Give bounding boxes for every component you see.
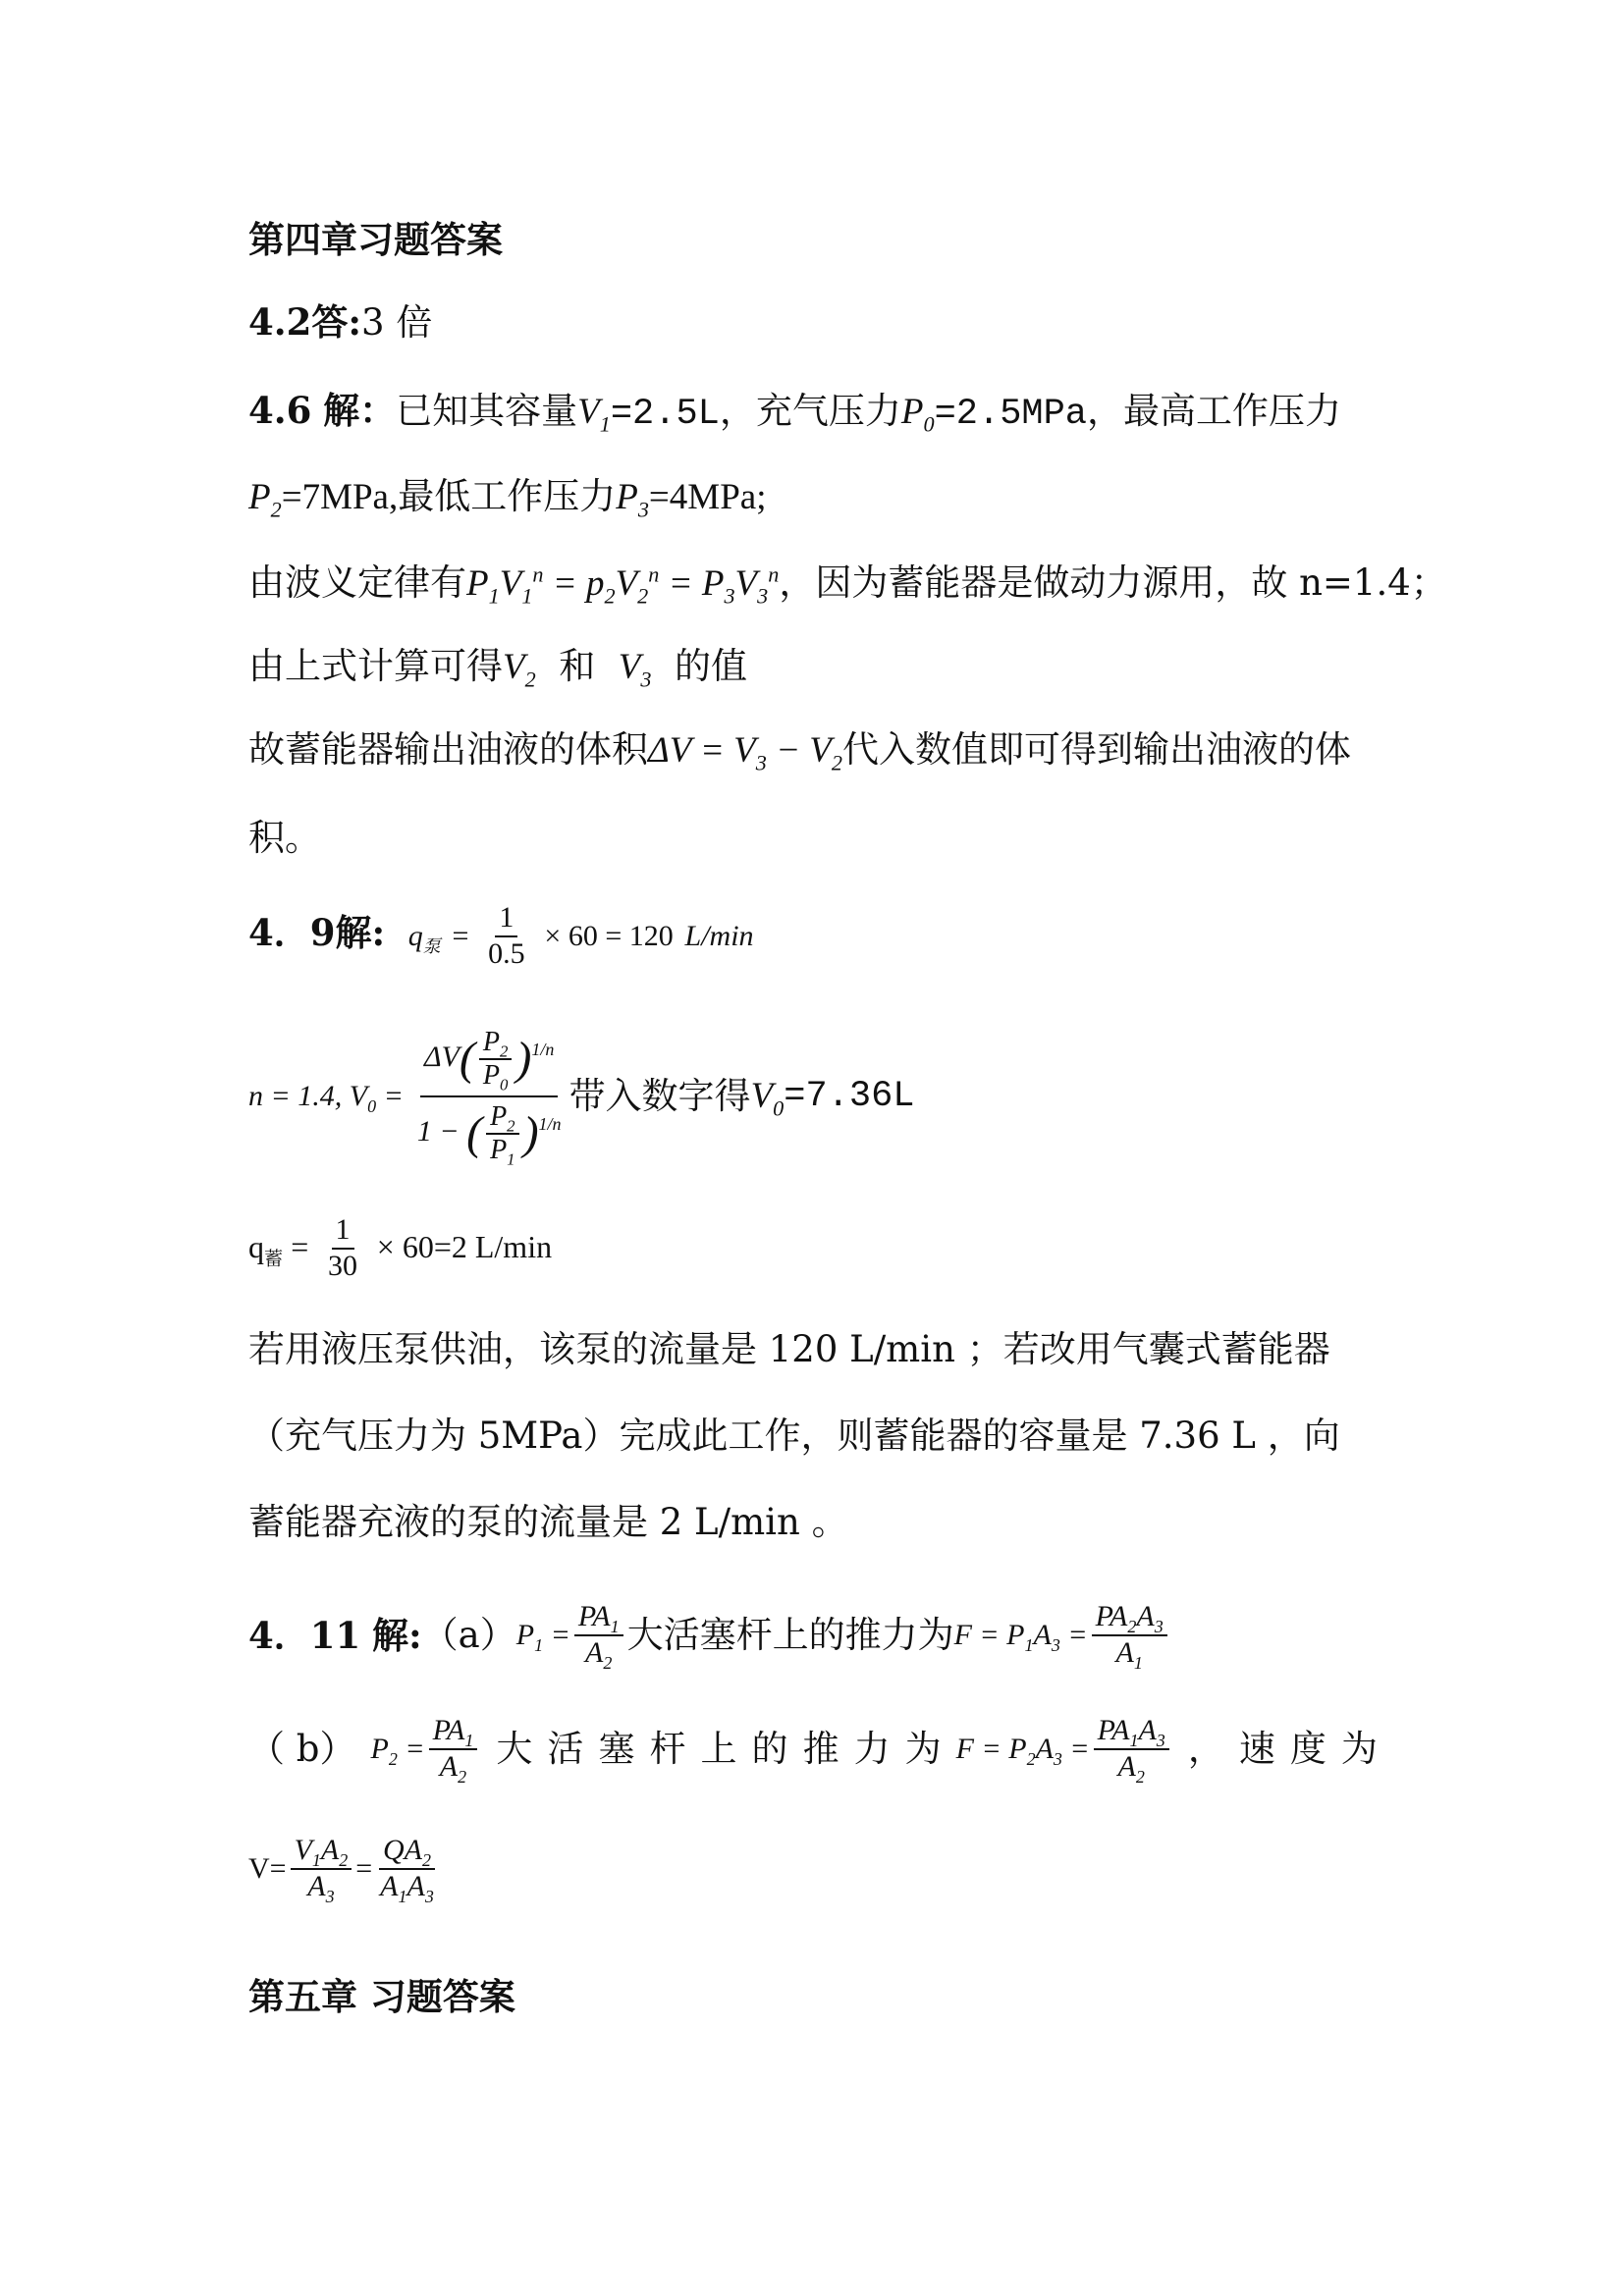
char: 度 <box>1289 1727 1326 1770</box>
answer-number: 4.2 <box>248 300 312 344</box>
char: 为 <box>904 1727 942 1770</box>
answer-4-9-para-1: 若用液压泵供油，该泵的流量是 120 L/min ；若改用气囊式蓄能器 <box>248 1328 1330 1370</box>
math-text: × 60 = 120 <box>544 920 674 952</box>
math-unit: L/min <box>684 920 754 952</box>
answer-text: 3 倍 <box>361 301 433 344</box>
chapter-5-title: 第五章 习题答案 <box>248 1975 515 2018</box>
text: 和 <box>559 645 596 687</box>
math-p0: $P_0$ <box>900 392 935 437</box>
answer-4-9-q-accumulator: $q_蓄$ = $\frac{1}{30}$ × 60=2 L/min <box>248 1213 553 1282</box>
text: 由上式计算可得 <box>248 645 503 687</box>
math-p2: $P_2$ <box>248 477 282 522</box>
answer-4-6-line-2 <box>248 475 767 522</box>
fraction-pa1a3-over-a2: $\frac{PA_1A_3}{A_2}$ <box>1094 1714 1169 1784</box>
label-b: （ b） <box>248 1727 356 1770</box>
value: =7.36L <box>784 1076 915 1117</box>
answer-4-9-line-1: 4．9解: $q_泵$ = $\frac{1}{0.5}$ × 60 = 120 L/min <box>248 901 754 970</box>
label-a: （a） <box>421 1613 516 1656</box>
answer-4-2 <box>248 300 432 345</box>
math-boyle-law: $P_1V_1^n = p_2V_2^n = P_3V_3^n$ <box>466 561 780 609</box>
value: =4MPa; <box>648 477 767 517</box>
answer-4-11-velocity: V= $\frac{V_1A_2}{A_3}$ = $\frac{QA_2}{A_1A_3}$ <box>248 1834 442 1903</box>
value: =7MPa, <box>281 477 399 517</box>
answer-4-6-line-3 <box>248 561 1447 609</box>
math-v1: $V_1$ <box>577 392 611 437</box>
text: 已知其容量 <box>396 390 578 432</box>
text: 由波义定律有 <box>248 561 466 604</box>
char: 推 <box>802 1727 839 1770</box>
answer-4-9-para-2: （充气压力为 5MPa）完成此工作，则蓄能器的容量是 7.36 L ，向 <box>248 1415 1340 1457</box>
text: 代入数值即可得到输出油液的体 <box>841 728 1351 771</box>
answer-4-6-line-6: 积。 <box>248 817 321 859</box>
char: 活 <box>547 1727 584 1770</box>
char: 的 <box>751 1727 788 1770</box>
char: 为 <box>1340 1727 1378 1770</box>
text: 带入数字得 <box>568 1075 751 1117</box>
fraction-pa2a3-over-a1: $\frac{PA_2A_3}{A_1}$ <box>1092 1600 1167 1670</box>
fraction-v0: ΔV( $\frac{P_2}{P_0}$ )$^{1/n}$ 1 − ( $\frac{P_2}{P_1}$ )$^{1/n}$ <box>416 1026 562 1169</box>
math-v0: $V_0$ <box>750 1076 785 1121</box>
char: 杆 <box>649 1727 686 1770</box>
math-text: × 60=2 L/min <box>376 1229 553 1264</box>
answer-4-11-line-a: 4．11 解: （a） $P_1$ = $\frac{PA_1}{A_2}$ 大活塞杆上的推力为 $F = P_1A_3$ = $\frac{PA_2A_3}{A_1}$ <box>248 1600 1171 1670</box>
char: 速 <box>1238 1727 1275 1770</box>
answer-4-6-line-1 <box>248 389 1341 436</box>
text: 最高工作压力 <box>1123 390 1342 432</box>
fraction-pa1-over-a2: $\frac{PA_1}{A_2}$ <box>574 1600 623 1670</box>
fraction-qa2-over-a1a3: $\frac{QA_2}{A_1A_3}$ <box>380 1834 434 1906</box>
fraction-v1a2-over-a3: $\frac{V_1A_2}{A_3}$ <box>291 1834 352 1903</box>
answer-4-9-para-3: 蓄能器充液的泵的流量是 2 L/min 。 <box>248 1501 848 1543</box>
answer-4-9-v0-formula: n = 1.4, $V_0$ = ΔV( $\frac{P_2}{P_0}$ )$^{1/n}$ 1 − ( $\frac{P_2}{P_1}$ )$^{1/n}$ 带入数字得 $V_0$ =7.36L <box>248 1026 915 1169</box>
text: 最低工作压力 <box>398 475 617 517</box>
text: 充气压力 <box>755 390 901 432</box>
text: 的值 <box>675 645 747 687</box>
text: ，因为蓄能器是做动力源用，故 n=1.4； <box>779 561 1447 604</box>
math-q-pump: $q_泵$ <box>407 920 441 956</box>
solve-label: 解: <box>372 1613 422 1657</box>
char: 塞 <box>598 1727 635 1770</box>
answer-number: 4.6 <box>248 389 312 432</box>
answer-4-6-line-5 <box>248 728 1351 773</box>
chapter-4-title: 第四章习题答案 <box>248 218 503 261</box>
text: 大活塞杆上的推力为 <box>626 1613 954 1656</box>
solve-label: 解: <box>335 911 386 954</box>
answer-number: 4．11 <box>248 1613 361 1657</box>
answer-4-11-line-b: （ b） $P_2$ = $\frac{PA_1}{A_2}$ 大 活 塞 杆 上 的 推 力 为 $F = P_2A_3$ = $\frac{PA_1A_3}{A_2}$ ， 速 度 为 <box>248 1714 1378 1787</box>
value: =2.5L， <box>610 394 756 435</box>
fraction-1-over-0-5: $\frac{1}{0.5}$ <box>488 901 525 970</box>
fraction-pa1-over-a2: $\frac{PA_1}{A_2}$ <box>429 1714 478 1784</box>
fraction-1-over-30: $\frac{1}{30}$ <box>328 1213 357 1282</box>
math-delta-v: $\Delta V = V_3 - V_2$ <box>648 730 842 775</box>
math-v3: $V_3$ <box>618 647 652 692</box>
char: ， <box>1187 1727 1224 1770</box>
char: 大 <box>496 1727 533 1770</box>
text: 故蓄能器输出油液的体积 <box>248 728 648 771</box>
label-v: V= <box>248 1851 287 1885</box>
value: =2.5MPa， <box>934 394 1124 435</box>
answer-4-6-line-4 <box>248 645 747 692</box>
math-p3: $P_3$ <box>616 477 649 522</box>
char: 力 <box>853 1727 891 1770</box>
answer-number: 4．9 <box>248 911 336 954</box>
answer-label: 答: <box>311 300 362 344</box>
char: 上 <box>700 1727 737 1770</box>
solve-label: 解： <box>323 389 397 432</box>
math-v2: $V_2$ <box>503 647 536 692</box>
